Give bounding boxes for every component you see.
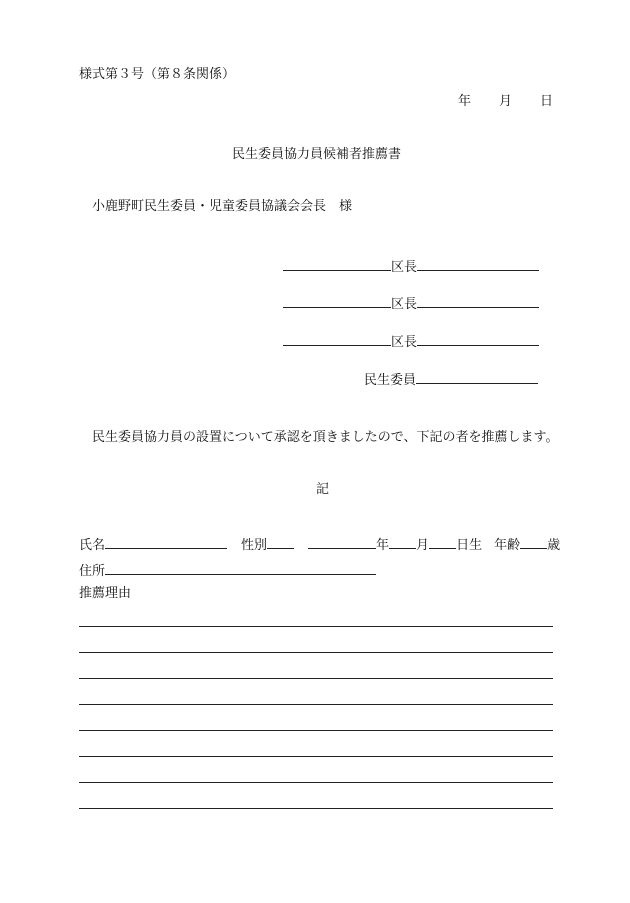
signer-ward-head-2 — [283, 294, 539, 313]
reason-line[interactable] — [79, 730, 553, 731]
candidate-info-row — [79, 535, 560, 554]
ward-name-blank[interactable] — [283, 332, 391, 346]
date-line — [458, 94, 553, 110]
addressee: 小鹿野町民生委員・児童委員協議会会長 様 — [92, 199, 353, 214]
signature-blank[interactable] — [417, 294, 539, 308]
signer-ward-head-3 — [283, 332, 539, 351]
reason-line[interactable] — [79, 652, 553, 653]
birth-month-blank[interactable] — [389, 535, 416, 549]
signature-blank[interactable] — [416, 370, 538, 384]
age-blank[interactable] — [520, 535, 547, 549]
ward-name-blank[interactable] — [283, 257, 391, 271]
address-row — [79, 561, 376, 580]
commissioner-label: 民生委員 — [364, 373, 417, 388]
gender-blank[interactable] — [267, 535, 294, 549]
name-label: 氏名 — [79, 538, 106, 553]
reason-label: 推薦理由 — [79, 586, 132, 601]
reason-line[interactable] — [79, 626, 553, 627]
ward-head-label: 区長 — [391, 335, 418, 350]
document-title: 民生委員協力員候補者推薦書 — [232, 147, 402, 162]
birth-year-blank[interactable] — [308, 535, 376, 549]
reason-line[interactable] — [79, 756, 553, 757]
age-unit: 歳 — [547, 538, 561, 553]
form-number: 様式第３号（第８条関係） — [79, 67, 236, 82]
ki-heading: 記 — [316, 482, 330, 497]
date-day-label: 日 — [540, 94, 554, 109]
year-label: 年 — [376, 538, 390, 553]
ward-name-blank[interactable] — [283, 294, 391, 308]
signer-ward-head-1 — [283, 257, 539, 276]
ward-head-label: 区長 — [391, 297, 418, 312]
age-label: 年齢 — [494, 538, 521, 553]
month-label: 月 — [416, 538, 430, 553]
reason-line[interactable] — [79, 782, 553, 783]
signature-blank[interactable] — [417, 332, 539, 346]
date-year-label: 年 — [458, 94, 472, 109]
signature-blank[interactable] — [417, 257, 539, 271]
date-month-label: 月 — [499, 94, 513, 109]
reason-line[interactable] — [79, 704, 553, 705]
birth-day-blank[interactable] — [429, 535, 456, 549]
gender-label: 性別 — [241, 538, 268, 553]
reason-line[interactable] — [79, 678, 553, 679]
address-label: 住所 — [79, 564, 106, 579]
body-text: 民生委員協力員の設置について承認を頂きましたので、下記の者を推薦します。 — [92, 430, 559, 445]
birth-day-label: 日生 — [456, 538, 483, 553]
address-blank[interactable] — [105, 561, 376, 575]
name-blank[interactable] — [105, 535, 227, 549]
reason-line[interactable] — [79, 808, 553, 809]
ward-head-label: 区長 — [391, 260, 418, 275]
signer-commissioner — [364, 370, 538, 389]
